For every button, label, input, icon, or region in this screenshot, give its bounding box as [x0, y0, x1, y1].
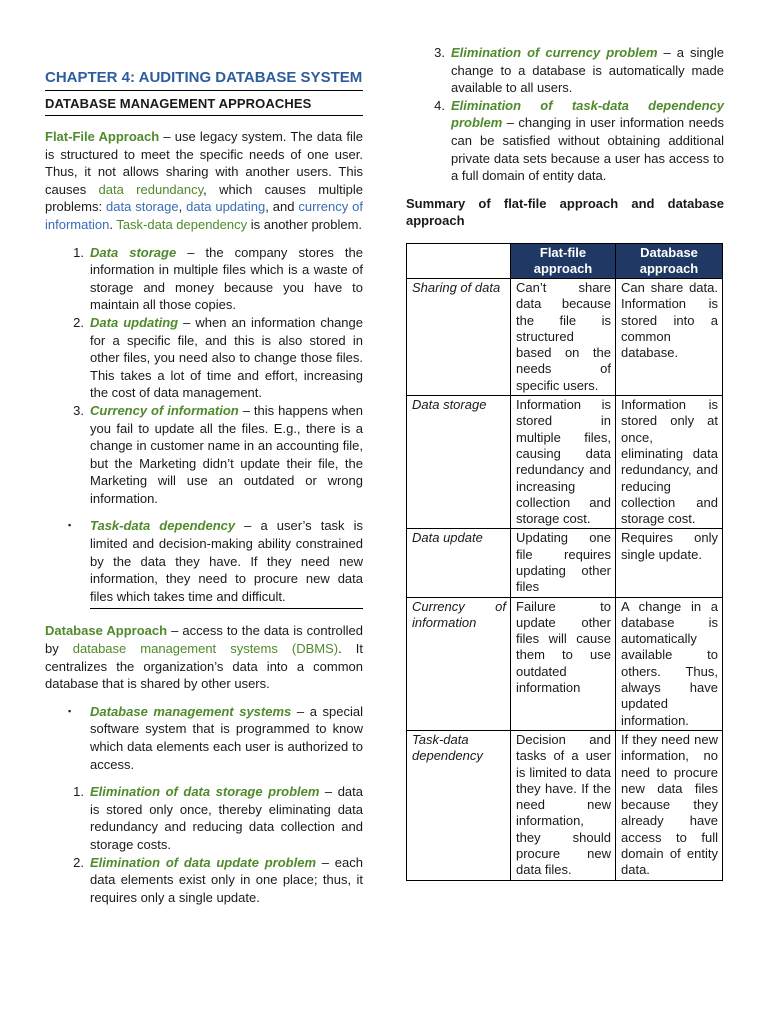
left-column — [45, 68, 363, 906]
table-row — [407, 529, 723, 597]
table-cell: Requires only single update. — [616, 529, 723, 597]
data-updating-term: data updating — [186, 199, 266, 215]
list-text: – the company stores the information in multiple files which is a waste of storage and money because you have to maintain all those copies. — [90, 244, 363, 313]
flat-file-paragraph — [45, 128, 363, 234]
list-number: 3. — [434, 45, 445, 60]
list-item — [73, 854, 363, 907]
table-row — [407, 396, 723, 529]
list-term: Elimination of currency problem — [451, 45, 658, 60]
table-cell: Can’t share data because the file is structured based on the needs of specific users. — [511, 278, 616, 395]
flat-file-text-3: is another problem. — [247, 216, 363, 232]
separator: . — [109, 216, 117, 232]
data-storage-term: data storage — [106, 199, 179, 215]
table-cell: Can share data. Information is stored into a common database. — [616, 278, 723, 395]
separator: , and — [265, 199, 299, 215]
table-cell: Information is stored in multiple files, causing data redundancy and increasing collection and storage cost. — [511, 396, 616, 529]
eliminations-list-left — [73, 783, 363, 906]
table-cell: Information is stored only at once, eliminating data redundancy, and reducing collection and storage cost. — [616, 396, 723, 529]
table-header-row — [407, 243, 723, 278]
bullet-icon: ▪ — [68, 705, 72, 716]
list-term: Elimination of data storage problem — [90, 784, 320, 800]
dbms-bullet-list — [68, 703, 363, 773]
table-cell: If they need new information, no need to procure new data files because they already have access to full domain of entity data. — [616, 730, 723, 880]
separator: , — [178, 199, 187, 215]
list-item — [73, 314, 363, 402]
table-row — [407, 597, 723, 730]
list-text: – changing in user information needs can be satisfied without obtaining additional private data sets because a user has access to a full domain of entity data. — [451, 115, 724, 184]
list-term: Database management systems — [90, 703, 292, 719]
list-item — [434, 44, 724, 97]
list-number: 3. — [73, 402, 84, 418]
table-row-label: Sharing of data — [407, 278, 511, 395]
database-approach-text: – access to the data is controlled by — [45, 623, 363, 657]
flat-file-text: – use legacy system. The data file is structured to meet the specific needs of one user. Thus, it not allows sharing with another users. This causes — [45, 129, 364, 197]
table-cell: Failure to update other files will cause them to use outdated information — [511, 597, 616, 730]
table-row — [407, 730, 723, 880]
list-text: – a single change to a database is automatically made available to all users. — [451, 45, 724, 96]
table-header-blank — [407, 243, 511, 278]
table-row — [407, 278, 723, 395]
table-header-database: Database approach — [616, 243, 723, 278]
list-number: 2. — [73, 854, 84, 870]
list-number: 1. — [73, 244, 84, 260]
eliminations-list-right — [434, 44, 724, 185]
list-number: 2. — [73, 314, 84, 330]
list-text: – when an information change for a specific file, and this is also stored in other files, you need also to change those files. This takes a lot of time and effort, increasing the cost of data management. — [90, 314, 363, 401]
database-approach-text-2: . It centralizes the organization’s data into a common database that is shared by other users. — [45, 641, 363, 692]
task-data-term: Task-data dependency — [116, 216, 248, 232]
data-redundancy-term: data redundancy — [98, 181, 204, 197]
list-text: – a user’s task is limited and decision-making ability constrained by the data they have. If they need new information, they need to procure new data files which takes time and difficult. — [90, 518, 363, 604]
flat-file-text-2: , which causes multiple problems: — [45, 181, 364, 215]
table-row-label: Task-data dependency — [407, 730, 511, 880]
list-text: – this happens when you fail to update all the files. E.g., there is a change in customer name in an accounting file, but the Marketing didn’t update their file, the Marketing will use an outdated or wrong information. — [90, 402, 363, 506]
flat-file-problems-list — [73, 244, 363, 508]
table-cell: Decision and tasks of a user is limited to data they have. If the need new information, they should procure new data files. — [511, 730, 616, 880]
table-row-label: Data update — [407, 529, 511, 597]
list-term: Elimination of task-data dependency problem — [451, 97, 724, 131]
list-text: – data is stored only once, thereby eliminating data redundancy and reducing data collection and storage costs. — [90, 784, 363, 852]
summary-title: Summary of flat-file approach and database approach — [406, 195, 724, 229]
list-number: 1. — [73, 784, 84, 800]
list-item — [434, 97, 724, 185]
table-cell: A change in a database is automatically available to others. Thus, always have updated information. — [616, 597, 723, 730]
list-term: Task-data dependency — [90, 518, 236, 534]
list-item — [68, 703, 363, 773]
flat-file-term: Flat-File Approach — [45, 129, 160, 144]
list-item — [68, 517, 363, 609]
list-number: 4. — [434, 97, 445, 113]
chapter-title: CHAPTER 4: AUDITING DATABASE SYSTEM — [45, 68, 363, 91]
table-row-label: Currency of information — [407, 597, 511, 730]
list-term: Data updating — [90, 314, 179, 330]
section-title: DATABASE MANAGEMENT APPROACHES — [45, 91, 363, 116]
list-text: – a special software system that is programmed to know which data elements each user is authorized to access. — [90, 703, 363, 772]
table-cell: Updating one file requires updating other files — [511, 529, 616, 597]
currency-term: currency of information — [45, 199, 363, 232]
task-data-bullet-list — [68, 517, 363, 609]
list-item — [73, 783, 363, 853]
database-approach-paragraph — [45, 622, 363, 692]
list-item — [73, 402, 363, 508]
list-term: Elimination of data update problem — [90, 854, 317, 870]
comparison-table — [406, 243, 723, 881]
list-term: Currency of information — [90, 402, 239, 418]
list-item — [73, 244, 363, 314]
dbms-term: database management systems (DBMS) — [72, 641, 339, 657]
list-term: Data storage — [90, 244, 177, 260]
bullet-icon: ▪ — [68, 520, 72, 531]
table-row-label: Data storage — [407, 396, 511, 529]
table-header-flat-file: Flat-file approach — [511, 243, 616, 278]
list-text: – each data elements exist only in one place; thus, it requires only a single update. — [90, 854, 363, 905]
right-column — [406, 44, 724, 881]
database-approach-term: Database Approach — [45, 623, 168, 639]
